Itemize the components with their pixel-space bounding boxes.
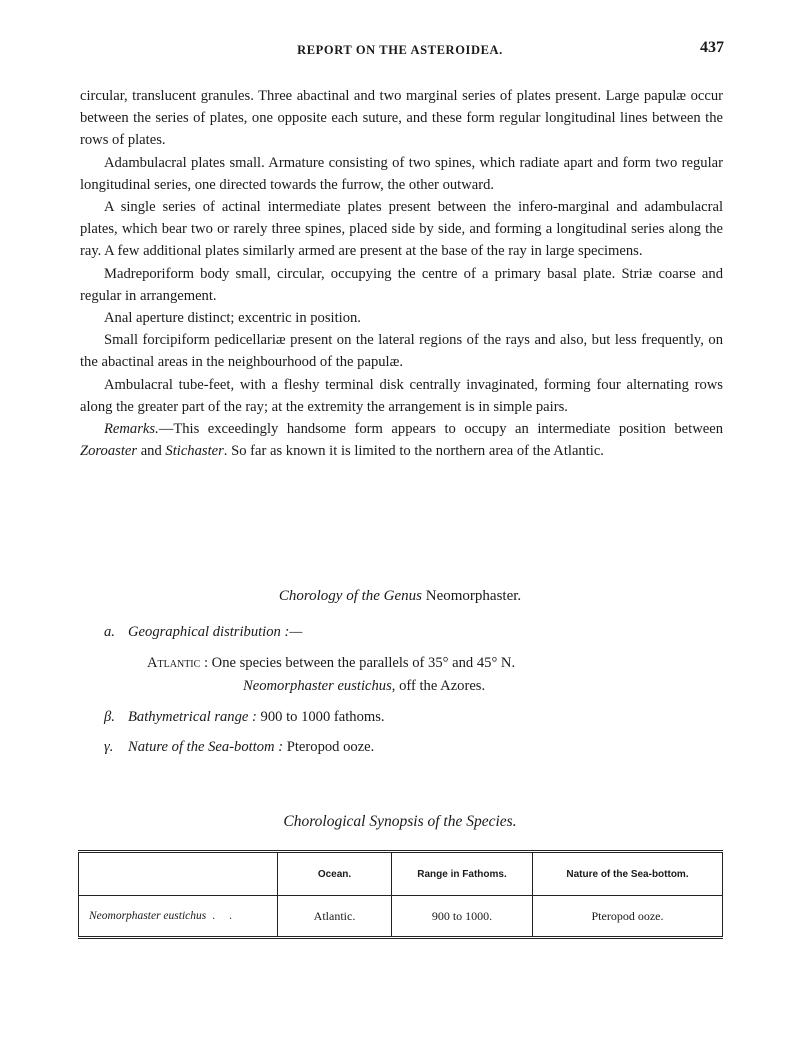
paragraph-tube-feet: Ambulacral tube-feet, with a fleshy terminal disk centrally invaginated, forming four alternating rows along the greater part of the ray; at the extremity the arrangement is in simple pairs. xyxy=(80,376,723,415)
header-range: Range in Fathoms. xyxy=(392,852,533,896)
remarks-label: Remarks. xyxy=(104,421,159,438)
atlantic-label: Atlantic xyxy=(147,655,201,671)
cell-sea-bottom: Pteropod ooze. xyxy=(533,896,723,938)
remarks-genus-stichaster: Stichaster xyxy=(165,443,224,460)
atlantic-text: : One species between the parallels of 35° and 45° N. xyxy=(200,655,516,671)
marker-alpha: a. xyxy=(104,624,115,640)
cell-ocean: Atlantic. xyxy=(278,896,392,938)
species-locality-line xyxy=(243,678,485,695)
header-species xyxy=(79,852,278,896)
leader-dots: .. xyxy=(212,910,246,922)
running-head: REPORT ON THE ASTEROIDEA. xyxy=(297,43,503,57)
cell-species-name: Neomorphaster eustichus xyxy=(89,910,207,922)
paragraph-anal: Anal aperture distinct; excentric in position. xyxy=(104,310,361,327)
header-sea-bottom: Nature of the Sea-bottom. xyxy=(533,852,723,896)
remarks-text-1: —This exceedingly handsome form appears to occupy an intermediate position between xyxy=(158,421,723,438)
paragraph-pedicellariae: Small forcipiform pedicellariæ present on the lateral regions of the rays and also, but less frequently, on the abactinal areas in the neighbourhood of the papulæ. xyxy=(80,332,723,371)
marker-gamma: γ. xyxy=(104,739,114,755)
sea-bottom-label: Nature of the Sea-bottom : xyxy=(128,739,284,755)
paragraph-granules: circular, translucent granules. Three abactinal and two marginal series of plates present. Large papulæ occur between the series of plates, one opposite each suture, and these form regular longitudinal lines between the rows of plates. xyxy=(80,88,723,149)
synopsis-title: Chorological Synopsis of the Species. xyxy=(283,813,517,830)
paragraph-adambulacral: Adambulacral plates small. Armature consisting of two spines, which radiate apart and form two regular longitudinal series, one directed towards the furrow, the other outward. xyxy=(80,154,723,193)
paragraph-actinal: A single series of actinal intermediate plates present between the infero-marginal and adambulacral plates, which bear two or rarely three spines, placed side by side, and forming a longitudinal series along the ray. A few additional plates similarly armed are present at the base of the ray in large specimens. xyxy=(80,199,723,260)
synopsis-table xyxy=(78,850,723,939)
remarks-text-2: and xyxy=(137,443,166,460)
table-row xyxy=(79,896,723,938)
sea-bottom-value: Pteropod ooze. xyxy=(283,739,375,755)
bathymetrical-label: Bathymetrical range : xyxy=(128,709,257,725)
species-name: Neomorphaster eustichus xyxy=(243,678,392,694)
table-header-row xyxy=(79,852,723,896)
geographical-label: Geographical distribution :— xyxy=(128,624,303,640)
remarks-genus-zoroaster: Zoroaster xyxy=(80,443,138,460)
chorology-heading xyxy=(0,588,800,605)
page-number: 437 xyxy=(700,39,724,56)
paragraph-madreporiform: Madreporiform body small, circular, occupying the centre of a primary basal plate. Striæ coarse and regular in arrangement. xyxy=(80,265,723,304)
page-header xyxy=(0,39,800,63)
bathymetrical-value: 900 to 1000 fathoms. xyxy=(256,709,385,725)
body-text xyxy=(80,85,723,462)
sea-bottom-nature xyxy=(104,739,374,756)
marker-beta: β. xyxy=(104,709,115,725)
bathymetrical-range xyxy=(104,709,385,726)
atlantic-line xyxy=(147,655,515,672)
paragraph-remarks xyxy=(80,418,723,462)
species-locality: , off the Azores. xyxy=(391,678,486,694)
cell-range: 900 to 1000. xyxy=(392,896,533,938)
chorology-heading-genus: Neomorphaster. xyxy=(422,588,522,604)
cell-species xyxy=(79,896,278,938)
chorology-heading-italic: Chorology of the Genus xyxy=(278,588,423,604)
remarks-text-3: . So far as known it is limited to the northern area of the Atlantic. xyxy=(223,443,604,460)
header-ocean: Ocean. xyxy=(278,852,392,896)
geographical-distribution xyxy=(104,624,302,641)
